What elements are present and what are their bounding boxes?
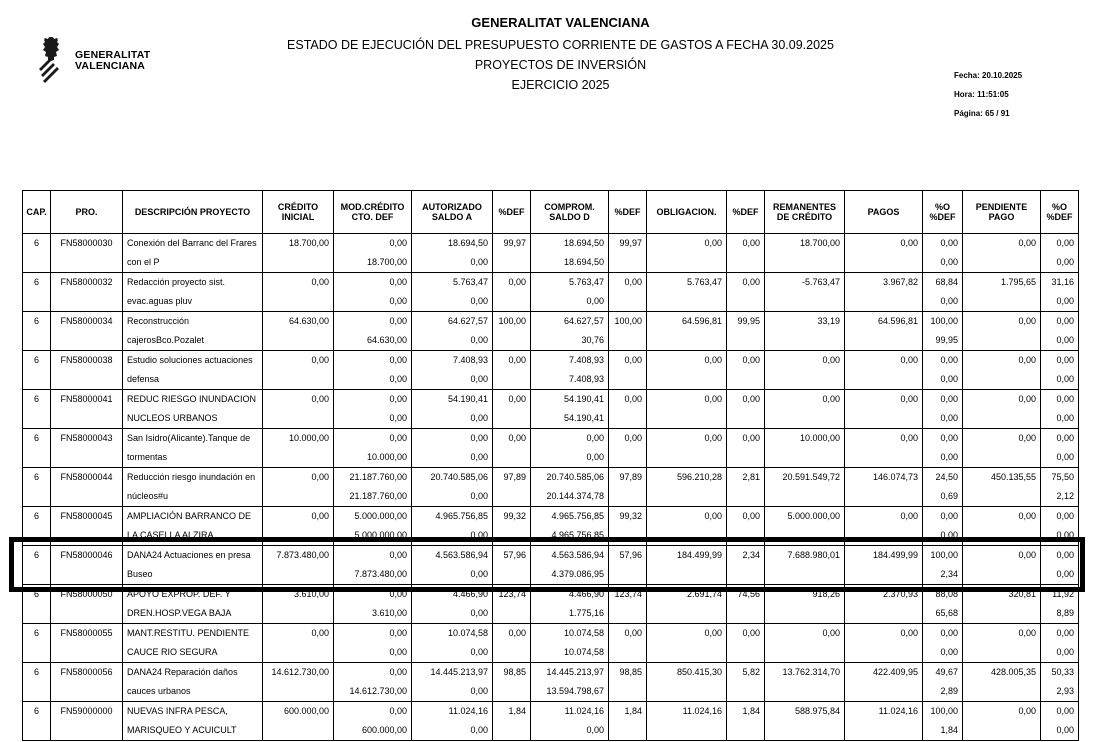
col-header-pct-def-autorizado: %DEF [493,191,531,234]
cell-pct-def-comprom: 0,00 [609,624,647,663]
cell-mod-credito-cto-def: 0,00 14.612.730,00 [334,663,412,702]
fecha-line [954,71,1022,80]
col-header-credito-inicial: CRÉDITO INICIAL [263,191,334,234]
print-info-block [954,71,1022,128]
cell-pro: FN59000000 [51,702,123,741]
cell-pagos: 0,00 [845,507,923,546]
table-row [23,312,1079,351]
cell-comprom-saldo-d: 0,00 0,00 [531,429,609,468]
cell-pct-o-def-pagos: 68,84 0,00 [923,273,963,312]
hora-label: Hora: [954,90,975,99]
cell-pct-o-def-pendiente: 75,50 2,12 [1041,468,1079,507]
col-header-descripcion: DESCRIPCIÓN PROYECTO [123,191,263,234]
cell-credito-inicial: 0,00 [263,273,334,312]
cell-obligacion: 0,00 [647,429,727,468]
logo-text-line1: GENERALITAT [75,48,151,61]
cell-credito-inicial: 0,00 [263,468,334,507]
cell-pagos: 0,00 [845,429,923,468]
cell-credito-inicial: 3.610,00 [263,585,334,624]
col-header-mod-credito-cto-def: MOD.CRÉDITO CTO. DEF [334,191,412,234]
cell-descripcion: DANA24 Actuaciones en presa Buseo [123,546,263,585]
cell-descripcion: Reconstrucción cajerosBco.Pozalet [123,312,263,351]
cell-pct-def-autorizado: 0,00 [493,390,531,429]
cell-pct-o-def-pagos: 0,00 0,00 [923,351,963,390]
col-header-pct-o-def-pendiente: %O %DEF [1041,191,1079,234]
cell-pct-o-def-pendiente: 0,00 0,00 [1041,234,1079,273]
cell-comprom-saldo-d: 54.190,41 54.190,41 [531,390,609,429]
cell-credito-inicial: 14.612.730,00 [263,663,334,702]
pagina-value: 65 / 91 [985,109,1010,118]
cell-credito-inicial: 18.700,00 [263,234,334,273]
col-header-pendiente-pago: PENDIENTE PAGO [963,191,1041,234]
cell-pro: FN58000050 [51,585,123,624]
cell-pagos: 3.967,82 [845,273,923,312]
cell-pct-def-comprom: 97,89 [609,468,647,507]
cell-pct-def-comprom: 1,84 [609,702,647,741]
col-header-remanentes-credito: REMANENTES DE CRÉDITO [765,191,845,234]
cell-pct-def-autorizado: 97,89 [493,468,531,507]
cell-descripcion: AMPLIACIÓN BARRANCO DE LA CASELLA ALZIRA [123,507,263,546]
cell-cap: 6 [23,351,51,390]
cell-obligacion: 0,00 [647,624,727,663]
cell-obligacion: 64.596,81 [647,312,727,351]
cell-credito-inicial: 10.000,00 [263,429,334,468]
cell-mod-credito-cto-def: 0,00 0,00 [334,390,412,429]
cell-obligacion: 5.763,47 [647,273,727,312]
cell-pagos: 146.074,73 [845,468,923,507]
cell-cap: 6 [23,234,51,273]
cell-pagos: 0,00 [845,234,923,273]
cell-pct-def-obligacion: 1,84 [727,702,765,741]
cell-pct-def-autorizado: 123,74 [493,585,531,624]
table-row [23,624,1079,663]
cell-pct-o-def-pendiente: 0,00 0,00 [1041,507,1079,546]
cell-obligacion: 850.415,30 [647,663,727,702]
pagina-label: Página: [954,109,983,118]
cell-descripcion: Conexión del Barranc del Frares con el P [123,234,263,273]
cell-pct-o-def-pendiente: 50,33 2,93 [1041,663,1079,702]
cell-comprom-saldo-d: 14.445.213,97 13.594.798,67 [531,663,609,702]
cell-remanentes-credito: 0,00 [765,390,845,429]
col-header-pct-def-comprom: %DEF [609,191,647,234]
cell-autorizado-saldo-a: 5.763,47 0,00 [412,273,493,312]
cell-pct-def-autorizado: 99,32 [493,507,531,546]
col-header-autorizado-saldo-a: AUTORIZADO SALDO A [412,191,493,234]
cell-pct-def-comprom: 57,96 [609,546,647,585]
cell-descripcion: Redacción proyecto sist. evac.aguas pluv [123,273,263,312]
table-header-row [23,191,1079,234]
cell-obligacion: 0,00 [647,507,727,546]
cell-pro: FN58000046 [51,546,123,585]
cell-pro: FN58000030 [51,234,123,273]
cell-pagos: 0,00 [845,351,923,390]
cell-autorizado-saldo-a: 11.024,16 0,00 [412,702,493,741]
cell-obligacion: 2.691,74 [647,585,727,624]
cell-comprom-saldo-d: 11.024,16 0,00 [531,702,609,741]
cell-pendiente-pago: 0,00 [963,234,1041,273]
table-row [23,390,1079,429]
col-header-pagos: PAGOS [845,191,923,234]
cell-remanentes-credito: 33,19 [765,312,845,351]
cell-pct-def-autorizado: 0,00 [493,273,531,312]
cell-cap: 6 [23,468,51,507]
cell-autorizado-saldo-a: 10.074,58 0,00 [412,624,493,663]
table-row [23,468,1079,507]
cell-remanentes-credito: 7.688.980,01 [765,546,845,585]
cell-obligacion: 0,00 [647,234,727,273]
cell-pendiente-pago: 0,00 [963,429,1041,468]
cell-comprom-saldo-d: 4.563.586,94 4.379.086,95 [531,546,609,585]
cell-descripcion: Estudio soluciones actuaciones defensa [123,351,263,390]
cell-pct-o-def-pendiente: 0,00 0,00 [1041,429,1079,468]
cell-pct-def-comprom: 0,00 [609,429,647,468]
cell-credito-inicial: 0,00 [263,624,334,663]
cell-cap: 6 [23,312,51,351]
cell-descripcion: REDUC RIESGO INUNDACION NUCLEOS URBANOS [123,390,263,429]
table-row [23,429,1079,468]
cell-credito-inicial: 7.873.480,00 [263,546,334,585]
title-block [0,15,1093,98]
cell-pro: FN58000032 [51,273,123,312]
cell-pct-def-obligacion: 0,00 [727,429,765,468]
cell-remanentes-credito: -5.763,47 [765,273,845,312]
cell-pct-o-def-pendiente: 0,00 0,00 [1041,390,1079,429]
cell-autorizado-saldo-a: 4.965.756,85 0,00 [412,507,493,546]
logo-text-line2: VALENCIANA [75,60,146,72]
cell-pct-o-def-pendiente: 0,00 0,00 [1041,546,1079,585]
cell-pct-o-def-pendiente: 0,00 0,00 [1041,312,1079,351]
col-header-cap: CAP. [23,191,51,234]
cell-pct-o-def-pendiente: 11,92 8,89 [1041,585,1079,624]
cell-mod-credito-cto-def: 0,00 64.630,00 [334,312,412,351]
table-row [23,546,1079,585]
cell-pct-def-obligacion: 2,34 [727,546,765,585]
cell-cap: 6 [23,429,51,468]
cell-pct-o-def-pendiente: 0,00 0,00 [1041,702,1079,741]
cell-pct-o-def-pagos: 0,00 0,00 [923,429,963,468]
cell-pct-def-obligacion: 0,00 [727,273,765,312]
cell-pct-def-comprom: 0,00 [609,390,647,429]
cell-pct-o-def-pagos: 100,00 2,34 [923,546,963,585]
cell-pct-def-autorizado: 0,00 [493,624,531,663]
cell-pct-def-obligacion: 0,00 [727,234,765,273]
cell-pct-def-autorizado: 98,85 [493,663,531,702]
cell-autorizado-saldo-a: 0,00 0,00 [412,429,493,468]
table-row [23,273,1079,312]
cell-obligacion: 0,00 [647,390,727,429]
cell-pagos: 11.024,16 [845,702,923,741]
cell-mod-credito-cto-def: 0,00 0,00 [334,624,412,663]
cell-pct-def-comprom: 98,85 [609,663,647,702]
cell-cap: 6 [23,546,51,585]
cell-obligacion: 596.210,28 [647,468,727,507]
cell-pro: FN58000034 [51,312,123,351]
cell-cap: 6 [23,507,51,546]
col-header-obligacion: OBLIGACION. [647,191,727,234]
cell-comprom-saldo-d: 10.074,58 10.074,58 [531,624,609,663]
hora-line [954,90,1022,99]
cell-pro: FN58000043 [51,429,123,468]
table-row [23,663,1079,702]
cell-pendiente-pago: 0,00 [963,312,1041,351]
cell-pct-def-autorizado: 0,00 [493,429,531,468]
cell-pct-def-comprom: 100,00 [609,312,647,351]
cell-comprom-saldo-d: 4.965.756,85 4.965.756,85 [531,507,609,546]
cell-credito-inicial: 0,00 [263,507,334,546]
cell-remanentes-credito: 0,00 [765,351,845,390]
cell-mod-credito-cto-def: 0,00 3.610,00 [334,585,412,624]
cell-remanentes-credito: 588.975,84 [765,702,845,741]
cell-pendiente-pago: 0,00 [963,546,1041,585]
cell-remanentes-credito: 918,26 [765,585,845,624]
cell-pro: FN58000055 [51,624,123,663]
cell-pct-def-autorizado: 1,84 [493,702,531,741]
cell-pct-def-comprom: 0,00 [609,351,647,390]
cell-cap: 6 [23,624,51,663]
cell-pct-o-def-pagos: 88,08 65,68 [923,585,963,624]
cell-pendiente-pago: 428.005,35 [963,663,1041,702]
document-subtitle-proyectos: PROYECTOS DE INVERSIÓN [474,58,647,72]
cell-remanentes-credito: 10.000,00 [765,429,845,468]
cell-pct-def-obligacion: 0,00 [727,507,765,546]
col-header-pct-def-obligacion: %DEF [727,191,765,234]
cell-pro: FN58000038 [51,351,123,390]
cell-descripcion: DANA24 Reparación daños cauces urbanos [123,663,263,702]
cell-pendiente-pago: 450.135,55 [963,468,1041,507]
cell-pendiente-pago: 1.795,65 [963,273,1041,312]
cell-autorizado-saldo-a: 4.563.586,94 0,00 [412,546,493,585]
cell-pagos: 184.499,99 [845,546,923,585]
cell-descripcion: APOYO EXPROP. DEF. Y DREN.HOSP.VEGA BAJA [123,585,263,624]
cell-credito-inicial: 0,00 [263,351,334,390]
cell-cap: 6 [23,585,51,624]
cell-pct-def-autorizado: 100,00 [493,312,531,351]
cell-pro: FN58000044 [51,468,123,507]
cell-autorizado-saldo-a: 54.190,41 0,00 [412,390,493,429]
cell-pct-def-obligacion: 0,00 [727,624,765,663]
cell-pagos: 422.409,95 [845,663,923,702]
cell-obligacion: 184.499,99 [647,546,727,585]
cell-descripcion: Reducción riesgo inundación en núcleos#u [123,468,263,507]
cell-pagos: 2.370,93 [845,585,923,624]
cell-obligacion: 0,00 [647,351,727,390]
table-body [23,234,1079,741]
cell-comprom-saldo-d: 4.466,90 1.775,16 [531,585,609,624]
cell-autorizado-saldo-a: 20.740.585,06 0,00 [412,468,493,507]
document-subtitle-estado: ESTADO DE EJECUCIÓN DEL PRESUPUESTO CORRIENTE DE GASTOS A FECHA 30.09.2025 [287,38,834,52]
cell-mod-credito-cto-def: 0,00 0,00 [334,273,412,312]
cell-autorizado-saldo-a: 4.466,90 0,00 [412,585,493,624]
cell-obligacion: 11.024,16 [647,702,727,741]
cell-autorizado-saldo-a: 7.408,93 0,00 [412,351,493,390]
cell-pagos: 0,00 [845,390,923,429]
cell-pro: FN58000056 [51,663,123,702]
cell-comprom-saldo-d: 64.627,57 30,76 [531,312,609,351]
cell-pct-o-def-pagos: 49,67 2,89 [923,663,963,702]
cell-credito-inicial: 64.630,00 [263,312,334,351]
cell-pendiente-pago: 0,00 [963,624,1041,663]
cell-mod-credito-cto-def: 0,00 18.700,00 [334,234,412,273]
cell-remanentes-credito: 18.700,00 [765,234,845,273]
fecha-value: 20.10.2025 [982,71,1023,80]
cell-pct-def-obligacion: 2,81 [727,468,765,507]
cell-pagos: 64.596,81 [845,312,923,351]
cell-descripcion: San Isidro(Alicante).Tanque de tormentas [123,429,263,468]
table-row [23,507,1079,546]
cell-pct-o-def-pagos: 0,00 0,00 [923,234,963,273]
cell-pct-def-comprom: 99,32 [609,507,647,546]
cell-remanentes-credito: 0,00 [765,624,845,663]
cell-pct-def-autorizado: 99,97 [493,234,531,273]
table-row [23,702,1079,741]
cell-comprom-saldo-d: 7.408,93 7.408,93 [531,351,609,390]
cell-pro: FN58000041 [51,390,123,429]
cell-autorizado-saldo-a: 64.627,57 0,00 [412,312,493,351]
cell-pct-def-autorizado: 0,00 [493,351,531,390]
cell-pct-o-def-pagos: 24,50 0,69 [923,468,963,507]
cell-pct-def-obligacion: 5,82 [727,663,765,702]
cell-pct-def-obligacion: 0,00 [727,390,765,429]
cell-credito-inicial: 600.000,00 [263,702,334,741]
cell-pct-o-def-pendiente: 0,00 0,00 [1041,351,1079,390]
cell-comprom-saldo-d: 5.763,47 0,00 [531,273,609,312]
cell-mod-credito-cto-def: 21.187.760,00 21.187.760,00 [334,468,412,507]
table-row [23,585,1079,624]
cell-pct-def-obligacion: 74,56 [727,585,765,624]
cell-mod-credito-cto-def: 0,00 10.000,00 [334,429,412,468]
cell-pct-o-def-pagos: 100,00 99,95 [923,312,963,351]
cell-pct-def-comprom: 0,00 [609,273,647,312]
cell-descripcion: NUEVAS INFRA PESCA, MARISQUEO Y ACUICULT [123,702,263,741]
cell-remanentes-credito: 20.591.549,72 [765,468,845,507]
cell-pct-o-def-pagos: 0,00 0,00 [923,624,963,663]
cell-pct-def-comprom: 123,74 [609,585,647,624]
cell-pct-def-comprom: 99,97 [609,234,647,273]
cell-pct-o-def-pagos: 0,00 0,00 [923,507,963,546]
cell-mod-credito-cto-def: 0,00 7.873.480,00 [334,546,412,585]
col-header-pct-o-def-pagos: %O %DEF [923,191,963,234]
cell-pct-o-def-pagos: 100,00 1,84 [923,702,963,741]
cell-pendiente-pago: 0,00 [963,351,1041,390]
cell-pct-o-def-pendiente: 0,00 0,00 [1041,624,1079,663]
document-subtitle-ejercicio: EJERCICIO 2025 [511,78,610,92]
cell-pct-o-def-pendiente: 31,16 0,00 [1041,273,1079,312]
cell-autorizado-saldo-a: 14.445.213,97 0,00 [412,663,493,702]
fecha-label: Fecha: [954,71,980,80]
table-row [23,351,1079,390]
cell-pagos: 0,00 [845,624,923,663]
cell-descripcion: MANT.RESTITU. PENDIENTE CAUCE RIO SEGURA [123,624,263,663]
hora-value: 11:51:05 [977,90,1009,99]
cell-cap: 6 [23,702,51,741]
cell-pendiente-pago: 320,81 [963,585,1041,624]
cell-pct-def-obligacion: 0,00 [727,351,765,390]
cell-mod-credito-cto-def: 5.000.000,00 5.000.000,00 [334,507,412,546]
cell-pct-o-def-pagos: 0,00 0,00 [923,390,963,429]
pagina-line [954,109,1022,118]
cell-cap: 6 [23,273,51,312]
cell-cap: 6 [23,390,51,429]
budget-table [22,190,1079,741]
cell-mod-credito-cto-def: 0,00 0,00 [334,351,412,390]
cell-pro: FN58000045 [51,507,123,546]
document-title: GENERALITAT VALENCIANA [471,15,650,30]
cell-comprom-saldo-d: 18.694,50 18.694,50 [531,234,609,273]
cell-autorizado-saldo-a: 18.694,50 0,00 [412,234,493,273]
cell-remanentes-credito: 5.000.000,00 [765,507,845,546]
cell-credito-inicial: 0,00 [263,390,334,429]
cell-comprom-saldo-d: 20.740.585,06 20.144.374,78 [531,468,609,507]
col-header-comprom-saldo-d: COMPROM. SALDO D [531,191,609,234]
cell-mod-credito-cto-def: 0,00 600.000,00 [334,702,412,741]
cell-pendiente-pago: 0,00 [963,702,1041,741]
cell-pendiente-pago: 0,00 [963,390,1041,429]
cell-pct-def-obligacion: 99,95 [727,312,765,351]
cell-pct-def-autorizado: 57,96 [493,546,531,585]
cell-remanentes-credito: 13.762.314,70 [765,663,845,702]
col-header-pro: PRO. [51,191,123,234]
cell-pendiente-pago: 0,00 [963,507,1041,546]
table-row [23,234,1079,273]
cell-cap: 6 [23,663,51,702]
